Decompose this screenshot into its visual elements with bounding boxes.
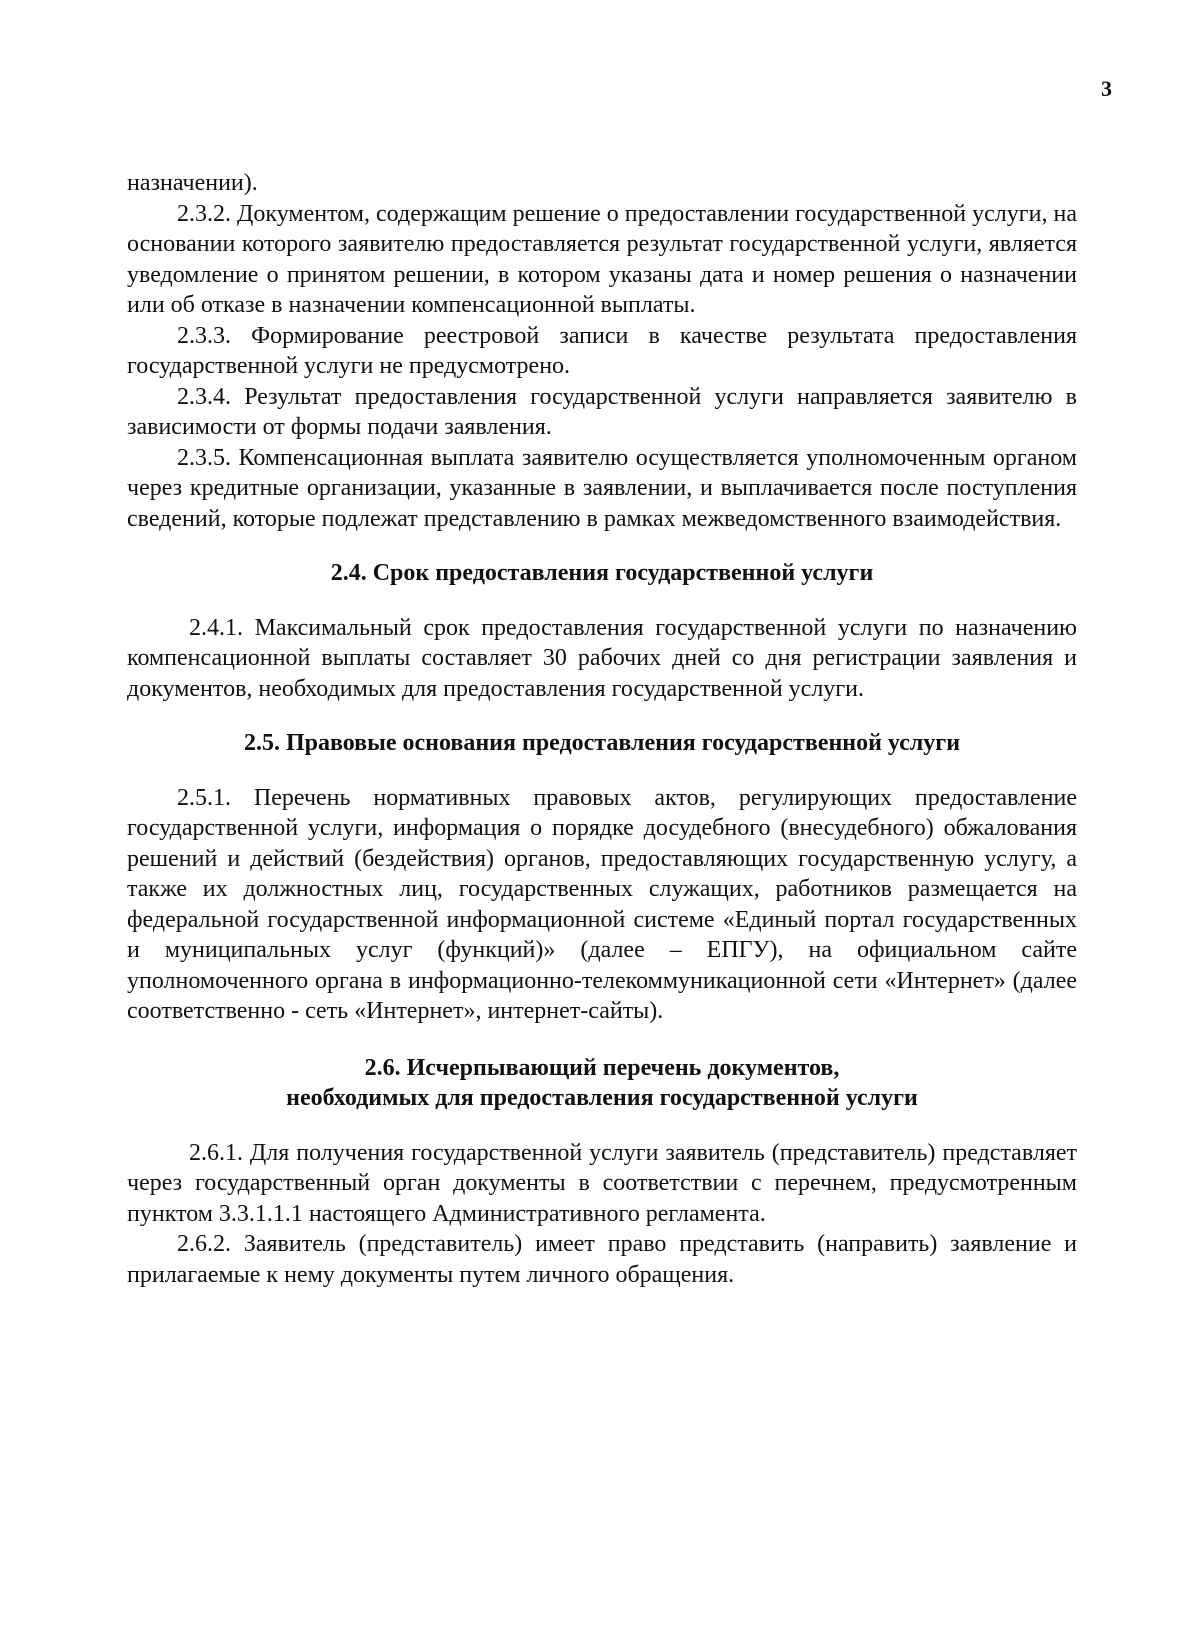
document-body bbox=[127, 168, 1077, 1290]
section-heading-2-6-line-2: необходимых для предоставления государственной услуги bbox=[286, 1085, 918, 1111]
paragraph-2-4-1: 2.4.1. Максимальный срок предоставления государственной услуги по назначению компенсационной выплаты составляет 30 рабочих дней со дня регистрации заявления и документов, необходимых для предоставления государственной услуги. bbox=[127, 614, 1077, 702]
section-heading-2-5: 2.5. Правовые основания предоставления государственной услуги bbox=[243, 730, 961, 756]
paragraph-2-3-2: 2.3.2. Документом, содержащим решение о предоставлении государственной услуги, на основании которого заявителю предоставляется результат государственной услуги, является уведомление о принятом решении, в котором указаны дата и номер решения о назначении или об отказе в назначении компенсационной выплаты. bbox=[127, 200, 1077, 318]
section-heading-2-6 bbox=[127, 1053, 1077, 1114]
paragraph-2-6-1: 2.6.1. Для получения государственной услуги заявитель (представитель) представляет через государственный орган документы в соответствии с перечнем, предусмотренным пунктом 3.3.1.1.1 настоящего Административного регламента. bbox=[127, 1139, 1077, 1227]
paragraph-continuation: назначении). bbox=[127, 170, 258, 196]
paragraph-2-3-5: 2.3.5. Компенсационная выплата заявителю осуществляется уполномоченным органом через кредитные организации, указанные в заявлении, и выплачивается после поступления сведений, которые подлежат представлению в рамках межведомственного взаимодействия. bbox=[127, 444, 1077, 532]
paragraph-2-3-4: 2.3.4. Результат предоставления государственной услуги направляется заявителю в зависимости от формы подачи заявления. bbox=[127, 383, 1077, 440]
page-number: 3 bbox=[1101, 76, 1112, 101]
paragraph-2-5-1: 2.5.1. Перечень нормативных правовых актов, регулирующих предоставление государственной услуги, информация о порядке досудебного (внесудебного) обжалования решений и действий (бездействия) органов, предоставляющих государственную услугу, а также их должностных лиц, государственных служащих, работников размещается на федеральной государственной информационной системе «Единый портал государственных и муниципальных услуг (функций)» (далее – ЕПГУ), на официальном сайте уполномоченного органа в информационно-телекоммуникационной сети «Интернет» (далее соответственно - сеть «Интернет», интернет-сайты). bbox=[127, 784, 1077, 1024]
section-heading-2-6-line-1: 2.6. Исчерпывающий перечень документов, bbox=[364, 1054, 840, 1081]
section-heading-2-4: 2.4. Срок предоставления государственной услуги bbox=[330, 560, 874, 586]
paragraph-2-3-3: 2.3.3. Формирование реестровой записи в качестве результата предоставления государственной услуги не предусмотрено. bbox=[127, 322, 1077, 379]
paragraph-2-6-2: 2.6.2. Заявитель (представитель) имеет право представить (направить) заявление и прилагаемые к нему документы путем личного обращения. bbox=[127, 1231, 1077, 1288]
